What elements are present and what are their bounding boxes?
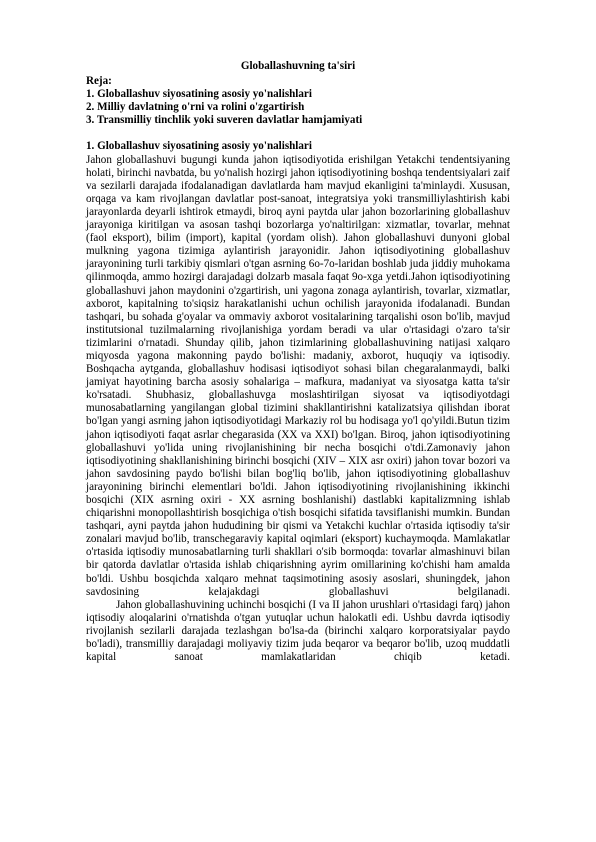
body-paragraph-2: Jahon globallashuvining uchinchi bosqichi (I va II jahon urushlari o'rtasidagi farq) jahon iqtisodiy aloqalarini o'rnatishda o'tgan yutuqlar uchun halokatli edi. Ushbu davrda iqtisodiy rivojlanish sezilarli darajada tezlashgan bo'lsa-da (birinchi xalqaro korporatsiyalar paydo bo'ladi), transmilliy darajadagi moliyaviy tizim juda beqaror va beqaror bo'lib, uzoq muddatli kapital sanoat mamlakatlaridan chiqib ketadi.	[86, 598, 510, 664]
plan-item-1: 1. Globallashuv siyosatining asosiy yo'nalishlari	[86, 88, 312, 101]
spacer	[86, 127, 510, 140]
document-title: Globallashuvning ta'siri	[240, 60, 356, 72]
document-page	[86, 60, 510, 664]
section-heading: 1. Globallashuv siyosatining asosiy yo'nalishlari	[86, 140, 312, 153]
plan-label: Reja:	[86, 75, 112, 88]
plan-item-2: 2. Milliy davlatning o'rni va rolini o'zgartirish	[86, 101, 305, 114]
body-paragraph-1: Jahon globallashuvi bugungi kunda jahon iqtisodiyotida erishilgan Yetakchi tendentsiyaning holati, birinchi navbatda, bu yo'nalish hozirgi jahon iqtisodiyotining boshqa tendentsiyalari zaif va sezilarli darajada ifodalanadigan davlatlarda ham mavjud ekanligini ta'minlaydi. Xususan, orqaga va kam rivojlangan davlatlar post-sanoat, integratsiya yoki transmilliylashtirish kabi jarayonlarda deyarli ishtirok etmaydi, biroq ayni paytda ular jahon bozorlarining globallashuv jarayoniga kiritilgan va asosan tashqi bozorlarga yo'naltirilgan: xizmatlar, tovarlar, mehnat (faol eksport), bilim (import), kapital (yordam olish). Jahon globallashuvi dunyoni global mulkning yagona tizimiga aylantirish jarayonidir. Jahon iqtisodiyotining globallashuv jarayonining turli tarkibiy qismlari o'tgan asrning 6o-7o-laridan boshlab juda jiddiy muhokama qilinmoqda, ammo hozirgi darajadagi dolzarb masala faqat 9o-xga yetdi.Jahon iqtisodiyotining globallashuvi jahon maydonini o'zgartirish, uni yagona zonaga aylantirish, tovarlar, xizmatlar, axborot, kapitalning to'siqsiz harakatlanishi uchun ochilish jarayonida ifodalanadi. Bundan tashqari, bu sohada g'oyalar va ommaviy axborot vositalarining tarqalishi oson bo'lib, mavjud institutsional tuzilmalarning rivojlanishiga yordam beradi va ular o'rtasidagi o'zaro ta'sir tizimlarini o'rnatadi. Shunday qilib, jahon tizimlarining globallashuvining natijasi xalqaro miqyosda yagona makonning paydo bo'lishi: madaniy, axborot, huquqiy va iqtisodiy. Boshqacha aytganda, globallashuv hodisasi iqtisodiyot sohasi bilan chegaralanmaydi, balki jamiyat hayotining barcha asosiy sohalariga – mafkura, madaniyat va siyosatga katta ta'sir ko'rsatadi. Shubhasiz, globallashuvga moslashtirilgan siyosat va iqtisodiyotdagi munosabatlarning yangilangan global tizimini shakllantirishni katalizatsiya qilishdan iborat bo'lgan yangi asrning jahon iqtisodiyotidagi Markaziy rol bu hodisaga yo'l qo'yildi.Butun tizim jahon iqtisodiyoti faqat asrlar chegarasida (XX va XXI) bo'lgan. Biroq, jahon iqtisodiyotining globallashuvi yo'lida uning rivojlanishining bir necha bosqichi o'tdi.Zamonaviy jahon iqtisodiyotining shakllanishining birinchi bosqichi (XIV – XIX asr oxiri) jahon tovar bozori va jahon savdosining paydo bo'lishi bilan bog'liq bo'lib, jahon iqtisodiyotining globallashuv jarayonining birinchi elementlari bo'ldi. Jahon iqtisodiyotining rivojlanishining ikkinchi bosqichi (XIX asrning oxiri - XX asrning boshlanishi) dastlabki kapitalizmning ishlab chiqarishni monopollashtirish bosqichiga o'tish bosqichi sifatida tavsiflanishi mumkin. Bundan tashqari, ayni paytda jahon hududining bir qismi va Yetakchi kuchlar o'rtasida iqtisodiy ta'sir zonalari mavjud bo'lib, transchegaraviy kapital oqimlari (eksport) kuchaymoqda. Mamlakatlar o'rtasida iqtisodiy munosabatlarning turli shakllari o'sib bormoqda: tovarlar almashinuvi bilan bir qatorda davlatlar o'rtasida ishlab chiqarishning ayrim omillarining ko'chishi ham amalda bo'ldi. Ushbu bosqichda xalqaro mehnat taqsimotining asosiy asoslari, shuningdek, jahon savdosining kelajakdagi globallashuvi belgilanadi.	[86, 153, 510, 598]
plan-item-3: 3. Transmilliy tinchlik yoki suveren davlatlar hamjamiyati	[86, 114, 363, 127]
